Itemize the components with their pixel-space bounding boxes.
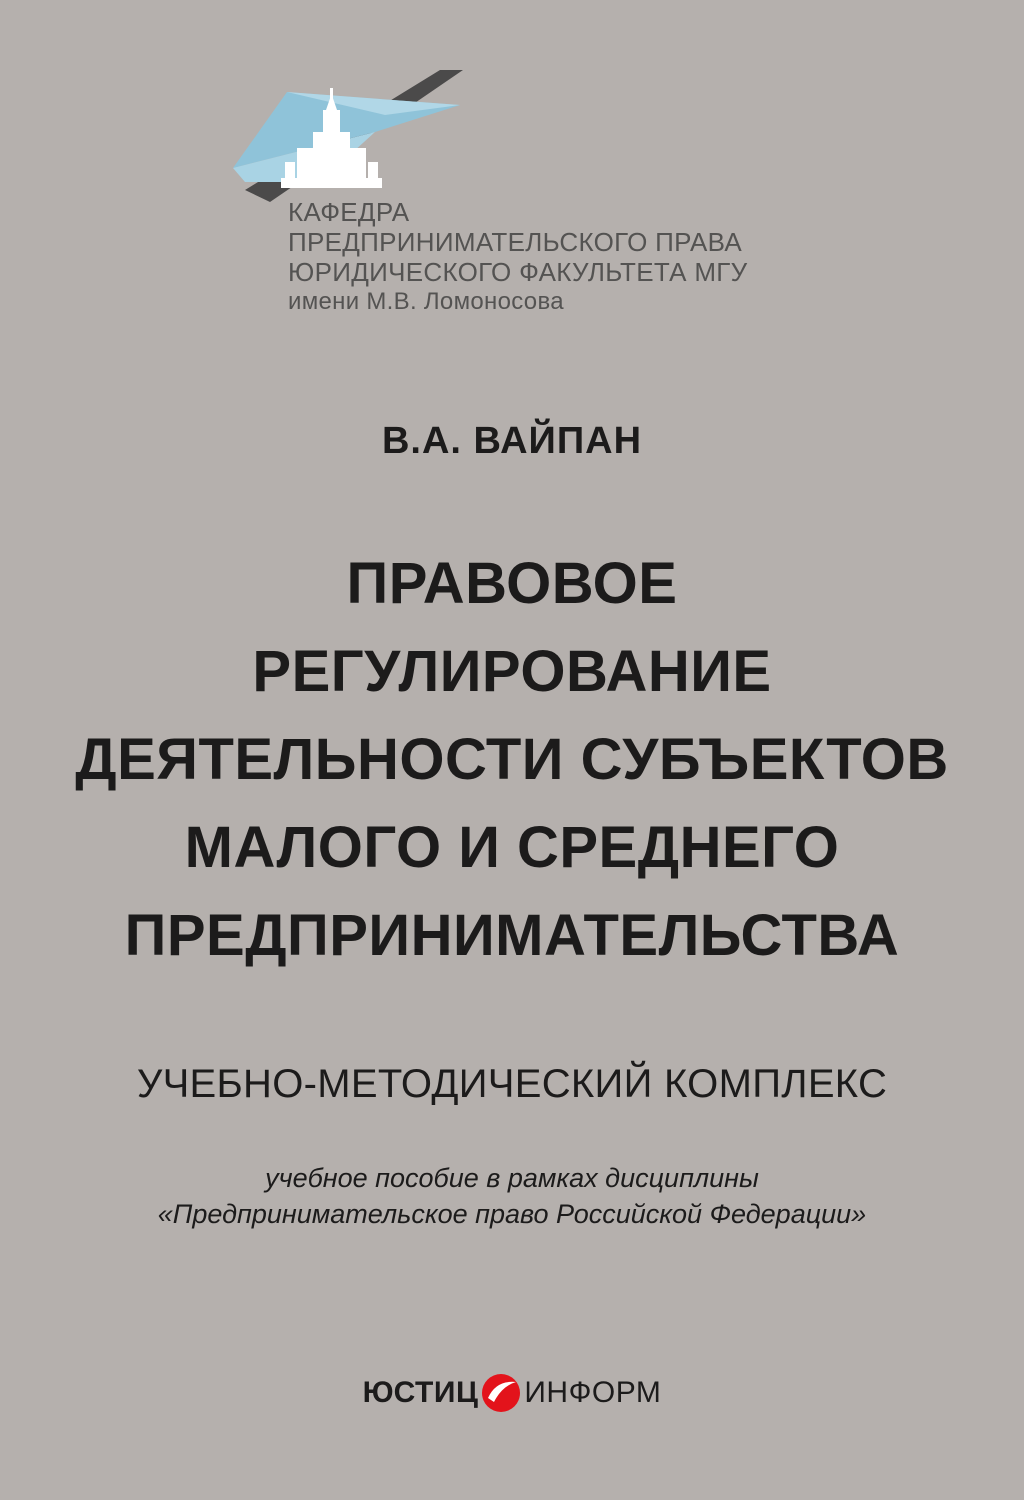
book-title [0,540,1024,980]
book-note [0,1160,1024,1232]
title-line: ДЕЯТЕЛЬНОСТИ СУБЪЕКТОВ [75,727,949,792]
author-name: В.А. ВАЙПАН [381,420,643,462]
red-circle-icon [480,1372,522,1414]
department-line: КАФЕДРА [288,197,410,227]
title-line: МАЛОГО И СРЕДНЕГО [184,815,840,880]
publisher-name-right: ИНФОРМ [524,1376,662,1409]
title-line: РЕГУЛИРОВАНИЕ [252,639,772,704]
title-line: ПРЕДПРИНИМАТЕЛЬСТВА [124,903,900,968]
book-subtitle: УЧЕБНО-МЕТОДИЧЕСКИЙ КОМПЛЕКС [136,1062,888,1106]
note-line: учебное пособие в рамках дисциплины [265,1163,759,1193]
msu-building-logo-icon [225,70,475,210]
title-line: ПРАВОВОЕ [346,551,678,616]
department-line: ПРЕДПРИНИМАТЕЛЬСКОГО ПРАВА [288,227,743,257]
publisher-name-left: ЮСТИЦ [362,1376,479,1409]
department-line: имени М.В. Ломоносова [288,288,564,315]
department-block [288,197,748,317]
publisher-logo [0,1372,1024,1414]
note-line: «Предпринимательское право Российской Федерации» [157,1199,867,1229]
department-line: ЮРИДИЧЕСКОГО ФАКУЛЬТЕТА МГУ [288,257,748,287]
